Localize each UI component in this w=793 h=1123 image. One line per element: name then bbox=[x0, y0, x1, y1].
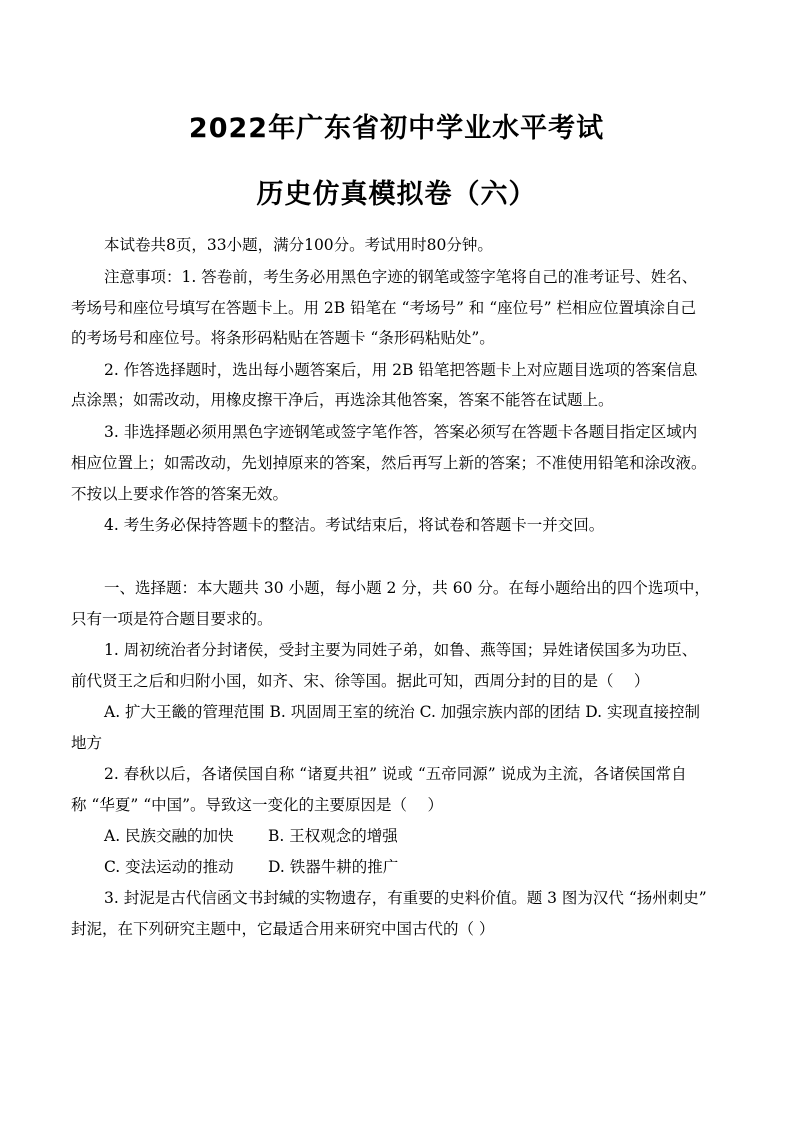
notes-line-8: 不按以上要求作答的答案无效。 bbox=[71, 485, 289, 503]
question-2-option-b: B. 王权观念的增强 bbox=[268, 827, 398, 845]
notes-line-1: 注意事项：1. 答卷前，考生务必用黑色字迹的钢笔或签字笔将自己的准考证号、姓名、 bbox=[104, 268, 698, 286]
notes-line-7: 相应位置上；如需改动，先划掉原来的答案，然后再写上新的答案；不准使用铅笔和涂改液。 bbox=[71, 454, 707, 472]
notes-line-6: 3. 非选择题必须用黑色字迹钢笔或签字笔作答，答案必须写在答题卡各题目指定区域内 bbox=[104, 423, 698, 441]
question-1-line-2: 前代贤王之后和归附小国，如齐、宋、徐等国。据此可知，西周分封的目的是（ ） bbox=[71, 672, 650, 690]
question-3-line-2: 封泥，在下列研究主题中，它最适合用来研究中国古代的（ ） bbox=[71, 920, 495, 938]
question-1-line-1: 1. 周初统治者分封诸侯，受封主要为同姓子弟，如鲁、燕等国；异姓诸侯国多为功臣、 bbox=[104, 641, 698, 659]
exam-title: 2022年广东省初中学业水平考试 bbox=[188, 113, 605, 144]
question-2-option-d: D. 铁器牛耕的推广 bbox=[268, 858, 399, 876]
question-2-line-1: 2. 春秋以后，各诸侯国自称 “诸夏共祖” 说或 “五帝同源” 说成为主流，各诸侯国常自 bbox=[104, 765, 687, 783]
notes-line-5: 点涂黑；如需改动，用橡皮擦干净后，再选涂其他答案，答案不能答在试题上。 bbox=[71, 391, 614, 409]
question-1-options: A. 扩大王畿的管理范围 B. 巩固周王室的统治 C. 加强宗族内部的团结 D. 实现直接控制 bbox=[104, 703, 700, 721]
intro-text: 本试卷共8页，33小题，满分100分。考试用时80分钟。 bbox=[104, 236, 493, 254]
section-heading-line-1: 一、选择题：本大题共 30 小题，每小题 2 分，共 60 分。在每小题给出的四个选项中， bbox=[104, 579, 710, 597]
question-2-option-c: C. 变法运动的推动 bbox=[104, 858, 234, 876]
question-1-options-wrap: 地方 bbox=[71, 734, 103, 752]
question-3-line-1: 3. 封泥是古代信函文书封缄的实物遗存，有重要的史料价值。题 3 图为汉代 “扬州刺史” bbox=[104, 889, 707, 907]
section-heading-line-2: 只有一项是符合题目要求的。 bbox=[71, 610, 273, 628]
question-2-option-a: A. 民族交融的加快 bbox=[104, 827, 234, 845]
notes-line-2: 考场号和座位号填写在答题卡上。用 2B 铅笔在 “考场号” 和 “座位号” 栏相应位置填涂自己 bbox=[71, 299, 697, 317]
exam-subtitle: 历史仿真模拟卷（六） bbox=[256, 179, 537, 210]
question-2-line-2: 称 “华夏” “中国”。导致这一变化的主要原因是（ ） bbox=[71, 796, 443, 814]
notes-line-4: 2. 作答选择题时，选出每小题答案后，用 2B 铅笔把答题卡上对应题目选项的答案信息 bbox=[104, 361, 698, 379]
notes-line-9: 4. 考生务必保持答题卡的整洁。考试结束后，将试卷和答题卡一并交回。 bbox=[104, 516, 605, 534]
notes-line-3: 的考场号和座位号。将条形码粘贴在答题卡 “条形码粘贴处”。 bbox=[71, 329, 495, 347]
